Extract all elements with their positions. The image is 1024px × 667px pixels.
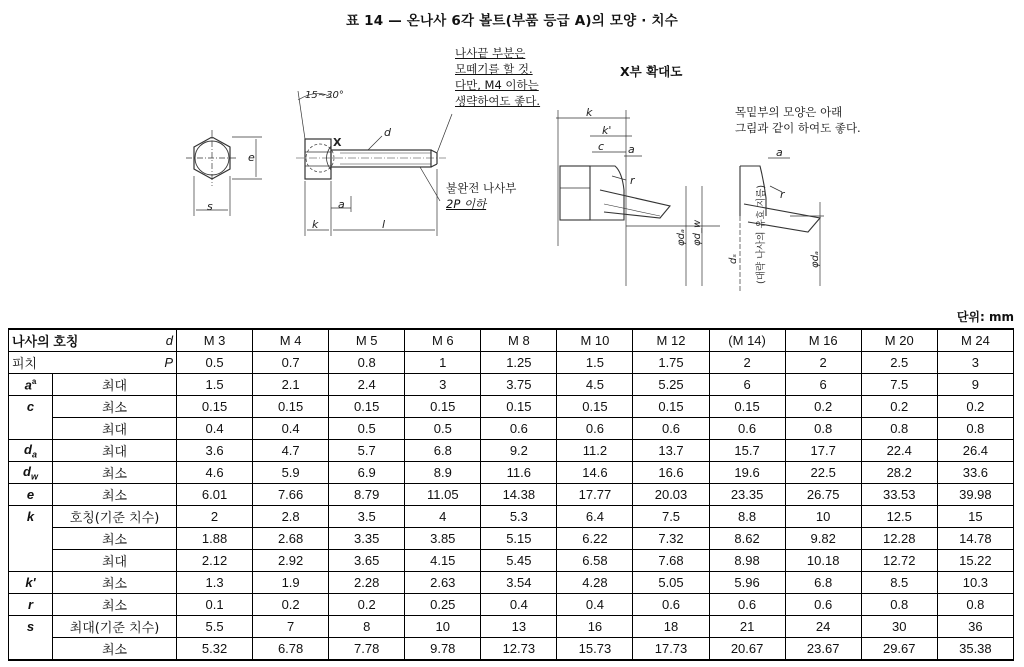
value-cell: 0.2 <box>785 396 861 418</box>
value-cell: 4.5 <box>557 374 633 396</box>
value-cell: 7.5 <box>633 506 709 528</box>
detail-ds-label: dₛ <box>728 253 739 264</box>
value-cell: 0.1 <box>177 594 253 616</box>
row-symbol <box>9 550 53 572</box>
value-cell: 17.73 <box>633 638 709 661</box>
row-symbol-text: k' <box>25 575 36 590</box>
value-cell: 22.5 <box>785 462 861 484</box>
bolt-head <box>305 139 331 179</box>
value-cell: 0.6 <box>633 594 709 616</box>
value-cell: 3.6 <box>177 440 253 462</box>
thread-end-note <box>455 45 540 109</box>
size-cell: M 6 <box>405 329 481 352</box>
row-qualifier: 최소 <box>53 638 177 661</box>
size-cell: M 20 <box>861 329 937 352</box>
value-cell: 0.4 <box>177 418 253 440</box>
detail2-da-label: φdₐ <box>810 251 821 268</box>
header-row <box>9 329 1014 352</box>
value-cell: 12.5 <box>861 506 937 528</box>
value-cell: 0.6 <box>709 418 785 440</box>
value-cell: 0.15 <box>405 396 481 418</box>
value-cell: 0.4 <box>253 418 329 440</box>
value-cell: 13 <box>481 616 557 638</box>
value-cell: 0.15 <box>253 396 329 418</box>
value-cell: 7 <box>253 616 329 638</box>
value-cell: 6.4 <box>557 506 633 528</box>
detail-da-label: φdₐ <box>676 229 687 246</box>
incomplete-thread-note-line: 2P 이하 <box>446 197 487 211</box>
row-symbol-subscript: w <box>30 471 38 482</box>
value-cell: 5.5 <box>177 616 253 638</box>
value-cell: 23.67 <box>785 638 861 661</box>
table-row <box>9 462 1014 484</box>
table-row <box>9 572 1014 594</box>
table-row <box>9 594 1014 616</box>
value-cell: 17.7 <box>785 440 861 462</box>
value-cell: 2.68 <box>253 528 329 550</box>
pitch-row <box>9 352 1014 374</box>
value-cell: 0.7 <box>253 352 329 374</box>
detail-title: X부 확대도 <box>620 64 683 79</box>
value-cell: 0.6 <box>633 418 709 440</box>
table-row <box>9 506 1014 528</box>
value-cell: 7.32 <box>633 528 709 550</box>
value-cell: 12.72 <box>861 550 937 572</box>
row-symbol <box>9 440 53 462</box>
row-qualifier: 최대 <box>53 374 177 396</box>
dimension-table <box>8 328 1014 661</box>
value-cell: 22.4 <box>861 440 937 462</box>
table-row <box>9 374 1014 396</box>
value-cell: 0.5 <box>405 418 481 440</box>
value-cell: 4.7 <box>253 440 329 462</box>
value-cell: 14.78 <box>937 528 1013 550</box>
size-cell: (M 14) <box>709 329 785 352</box>
value-cell: 3.5 <box>329 506 405 528</box>
value-cell: 12.73 <box>481 638 557 661</box>
value-cell: 0.25 <box>405 594 481 616</box>
detail-k-label: k <box>586 106 593 119</box>
row-symbol-text: e <box>26 487 35 502</box>
row-symbol-text: d <box>23 463 31 479</box>
bolt-shank <box>331 150 431 167</box>
value-cell: 1.25 <box>481 352 557 374</box>
l-label: l <box>382 218 386 231</box>
value-cell: 24 <box>785 616 861 638</box>
row-symbol <box>9 572 53 594</box>
row-symbol <box>9 374 53 396</box>
value-cell: 39.98 <box>937 484 1013 506</box>
value-cell: 29.67 <box>861 638 937 661</box>
value-cell: 11.2 <box>557 440 633 462</box>
row-qualifier: 최대 <box>53 418 177 440</box>
size-cell: M 8 <box>481 329 557 352</box>
value-cell: 4.15 <box>405 550 481 572</box>
value-cell: 5.3 <box>481 506 557 528</box>
value-cell: 33.53 <box>861 484 937 506</box>
size-cell: M 10 <box>557 329 633 352</box>
value-cell: 17.77 <box>557 484 633 506</box>
value-cell: 5.96 <box>709 572 785 594</box>
value-cell: 1 <box>405 352 481 374</box>
value-cell: 0.2 <box>861 396 937 418</box>
value-cell: 3.54 <box>481 572 557 594</box>
value-cell: 0.4 <box>557 594 633 616</box>
header-label: 나사의 호칭 <box>9 329 53 352</box>
value-cell: 5.7 <box>329 440 405 462</box>
value-cell: 8.62 <box>709 528 785 550</box>
value-cell: 4 <box>405 506 481 528</box>
value-cell: 5.25 <box>633 374 709 396</box>
value-cell: 7.5 <box>861 374 937 396</box>
value-cell: 0.2 <box>253 594 329 616</box>
thread-end-note-line: 나사끝 부분은 <box>455 46 526 60</box>
row-symbol <box>9 396 53 418</box>
row-symbol <box>9 528 53 550</box>
row-qualifier: 최소 <box>53 396 177 418</box>
value-cell: 0.8 <box>937 418 1013 440</box>
value-cell: 11.6 <box>481 462 557 484</box>
value-cell: 19.6 <box>709 462 785 484</box>
row-symbol <box>9 638 53 661</box>
row-symbol-text: c <box>26 399 35 415</box>
row-qualifier: 최소 <box>53 462 177 484</box>
value-cell: 2 <box>177 506 253 528</box>
table-row <box>9 616 1014 638</box>
table-row <box>9 528 1014 550</box>
value-cell: 6.22 <box>557 528 633 550</box>
detail-kp-label: k' <box>602 124 612 137</box>
value-cell: 4.28 <box>557 572 633 594</box>
value-cell: 1.88 <box>177 528 253 550</box>
value-cell: 0.6 <box>557 418 633 440</box>
value-cell: 5.45 <box>481 550 557 572</box>
value-cell: 3 <box>405 374 481 396</box>
table-row <box>9 484 1014 506</box>
row-qualifier: 최소 <box>53 484 177 506</box>
value-cell: 0.2 <box>937 396 1013 418</box>
value-cell: 1.3 <box>177 572 253 594</box>
angle-label: 15~30° <box>305 90 344 101</box>
value-cell: 1.5 <box>557 352 633 374</box>
value-cell: 3.35 <box>329 528 405 550</box>
value-cell: 30 <box>861 616 937 638</box>
neck-note-line: 목밑부의 모양은 아래 <box>735 105 843 119</box>
value-cell: 1.5 <box>177 374 253 396</box>
row-qualifier: 호칭(기준 치수) <box>53 506 177 528</box>
value-cell: 16 <box>557 616 633 638</box>
value-cell: 16.6 <box>633 462 709 484</box>
value-cell: 9.82 <box>785 528 861 550</box>
value-cell: 0.8 <box>861 418 937 440</box>
value-cell: 15 <box>937 506 1013 528</box>
row-symbol <box>9 506 53 528</box>
value-cell: 9.78 <box>405 638 481 661</box>
row-qualifier: 최대 <box>53 550 177 572</box>
value-cell: 15.22 <box>937 550 1013 572</box>
e-label: e <box>248 151 255 164</box>
detail-r-label: r <box>630 174 635 187</box>
d-label: d <box>384 126 391 139</box>
value-cell: 5.32 <box>177 638 253 661</box>
value-cell: 9.2 <box>481 440 557 462</box>
row-symbol <box>9 462 53 484</box>
value-cell: 0.8 <box>937 594 1013 616</box>
value-cell: 7.66 <box>253 484 329 506</box>
detail-dw-label: φd_w <box>692 219 703 246</box>
value-cell: 15.73 <box>557 638 633 661</box>
value-cell: 0.6 <box>481 418 557 440</box>
table-row <box>9 440 1014 462</box>
value-cell: 28.2 <box>861 462 937 484</box>
size-cell: M 24 <box>937 329 1013 352</box>
row-symbol-text: k <box>26 509 35 525</box>
value-cell: 0.8 <box>785 418 861 440</box>
value-cell: 12.28 <box>861 528 937 550</box>
value-cell: 0.8 <box>861 594 937 616</box>
value-cell: 7.68 <box>633 550 709 572</box>
size-cell: M 16 <box>785 329 861 352</box>
value-cell: 6.01 <box>177 484 253 506</box>
value-cell: 2.92 <box>253 550 329 572</box>
value-cell: 2.28 <box>329 572 405 594</box>
value-cell: 6.9 <box>329 462 405 484</box>
value-cell: 0.6 <box>709 594 785 616</box>
value-cell: 10.18 <box>785 550 861 572</box>
pitch-symbol: P <box>53 352 177 374</box>
value-cell: 0.8 <box>329 352 405 374</box>
value-cell: 35.38 <box>937 638 1013 661</box>
value-cell: 2.63 <box>405 572 481 594</box>
value-cell: 0.15 <box>633 396 709 418</box>
incomplete-thread-note-line: 불완전 나사부 <box>446 181 517 195</box>
value-cell: 0.4 <box>481 594 557 616</box>
value-cell: 11.05 <box>405 484 481 506</box>
value-cell: 0.6 <box>785 594 861 616</box>
value-cell: 2 <box>709 352 785 374</box>
k-label: k <box>312 218 319 231</box>
row-symbol-subscript: a <box>31 449 37 460</box>
a-label: a <box>338 198 345 211</box>
table-row <box>9 550 1014 572</box>
value-cell: 0.15 <box>557 396 633 418</box>
row-symbol-text: r <box>27 597 34 612</box>
table-title: 표 14 — 온나사 6각 볼트(부품 등급 A)의 모양 · 치수 <box>345 13 679 29</box>
value-cell: 10 <box>785 506 861 528</box>
value-cell: 5.9 <box>253 462 329 484</box>
value-cell: 0.15 <box>177 396 253 418</box>
value-cell: 5.15 <box>481 528 557 550</box>
row-symbol <box>9 418 53 440</box>
value-cell: 3 <box>937 352 1013 374</box>
row-symbol <box>9 484 53 506</box>
value-cell: 2 <box>785 352 861 374</box>
detail2-r-label: r <box>780 188 785 201</box>
row-footnote-mark: a <box>31 376 37 386</box>
row-symbol-text: s <box>26 619 35 635</box>
header-symbol: d <box>53 329 177 352</box>
value-cell: 36 <box>937 616 1013 638</box>
size-cell: M 12 <box>633 329 709 352</box>
value-cell: 15.7 <box>709 440 785 462</box>
value-cell: 2.4 <box>329 374 405 396</box>
value-cell: 26.75 <box>785 484 861 506</box>
value-cell: 0.5 <box>329 418 405 440</box>
value-cell: 0.5 <box>177 352 253 374</box>
thread-end-note-line: 모떼기를 할 것. <box>455 62 533 76</box>
row-symbol-text: d <box>24 441 32 457</box>
value-cell: 8.9 <box>405 462 481 484</box>
value-cell: 1.9 <box>253 572 329 594</box>
value-cell: 13.7 <box>633 440 709 462</box>
neck-note-line: 그림과 같이 하여도 좋다. <box>735 121 861 135</box>
value-cell: 5.05 <box>633 572 709 594</box>
row-qualifier: 최소 <box>53 572 177 594</box>
value-cell: 2.1 <box>253 374 329 396</box>
value-cell: 0.2 <box>329 594 405 616</box>
value-cell: 20.67 <box>709 638 785 661</box>
value-cell: 18 <box>633 616 709 638</box>
row-qualifier: 최대 <box>53 440 177 462</box>
value-cell: 2.12 <box>177 550 253 572</box>
detail2-a-label: a <box>776 146 783 159</box>
value-cell: 6 <box>785 374 861 396</box>
table-row <box>9 396 1014 418</box>
value-cell: 14.38 <box>481 484 557 506</box>
table-row <box>9 638 1014 661</box>
detail-a-label: a <box>628 143 635 156</box>
value-cell: 0.15 <box>481 396 557 418</box>
value-cell: 2.8 <box>253 506 329 528</box>
row-symbol-text: a <box>24 377 32 393</box>
value-cell: 10 <box>405 616 481 638</box>
value-cell: 6 <box>709 374 785 396</box>
detail-ds-note: (대략 나사의 유효 지름) <box>756 184 767 284</box>
value-cell: 0.15 <box>329 396 405 418</box>
value-cell: 6.8 <box>405 440 481 462</box>
detail-c-label: c <box>598 140 605 153</box>
table-row <box>9 418 1014 440</box>
value-cell: 8.98 <box>709 550 785 572</box>
value-cell: 6.58 <box>557 550 633 572</box>
value-cell: 26.4 <box>937 440 1013 462</box>
value-cell: 14.6 <box>557 462 633 484</box>
incomplete-thread-note <box>446 180 516 212</box>
value-cell: 20.03 <box>633 484 709 506</box>
value-cell: 10.3 <box>937 572 1013 594</box>
neck-note <box>735 104 861 136</box>
value-cell: 1.75 <box>633 352 709 374</box>
value-cell: 6.78 <box>253 638 329 661</box>
x-mark-label: X <box>333 136 342 149</box>
row-qualifier: 최대(기준 치수) <box>53 616 177 638</box>
value-cell: 3.75 <box>481 374 557 396</box>
value-cell: 0.15 <box>709 396 785 418</box>
s-label: s <box>207 200 213 213</box>
row-qualifier: 최소 <box>53 528 177 550</box>
value-cell: 21 <box>709 616 785 638</box>
thread-end-note-line: 다만, M4 이하는 <box>455 78 539 92</box>
row-qualifier: 최소 <box>53 594 177 616</box>
row-symbol <box>9 616 53 638</box>
value-cell: 9 <box>937 374 1013 396</box>
value-cell: 2.5 <box>861 352 937 374</box>
size-cell: M 4 <box>253 329 329 352</box>
size-cell: M 3 <box>177 329 253 352</box>
value-cell: 8.79 <box>329 484 405 506</box>
size-cell: M 5 <box>329 329 405 352</box>
unit-label: 단위: mm <box>956 310 1014 324</box>
value-cell: 3.85 <box>405 528 481 550</box>
value-cell: 23.35 <box>709 484 785 506</box>
value-cell: 8.5 <box>861 572 937 594</box>
value-cell: 8.8 <box>709 506 785 528</box>
value-cell: 7.78 <box>329 638 405 661</box>
row-symbol <box>9 594 53 616</box>
value-cell: 3.65 <box>329 550 405 572</box>
value-cell: 8 <box>329 616 405 638</box>
pitch-label: 피치 <box>9 352 53 374</box>
value-cell: 6.8 <box>785 572 861 594</box>
value-cell: 4.6 <box>177 462 253 484</box>
value-cell: 33.6 <box>937 462 1013 484</box>
thread-end-note-line: 생략하여도 좋다. <box>455 94 541 108</box>
